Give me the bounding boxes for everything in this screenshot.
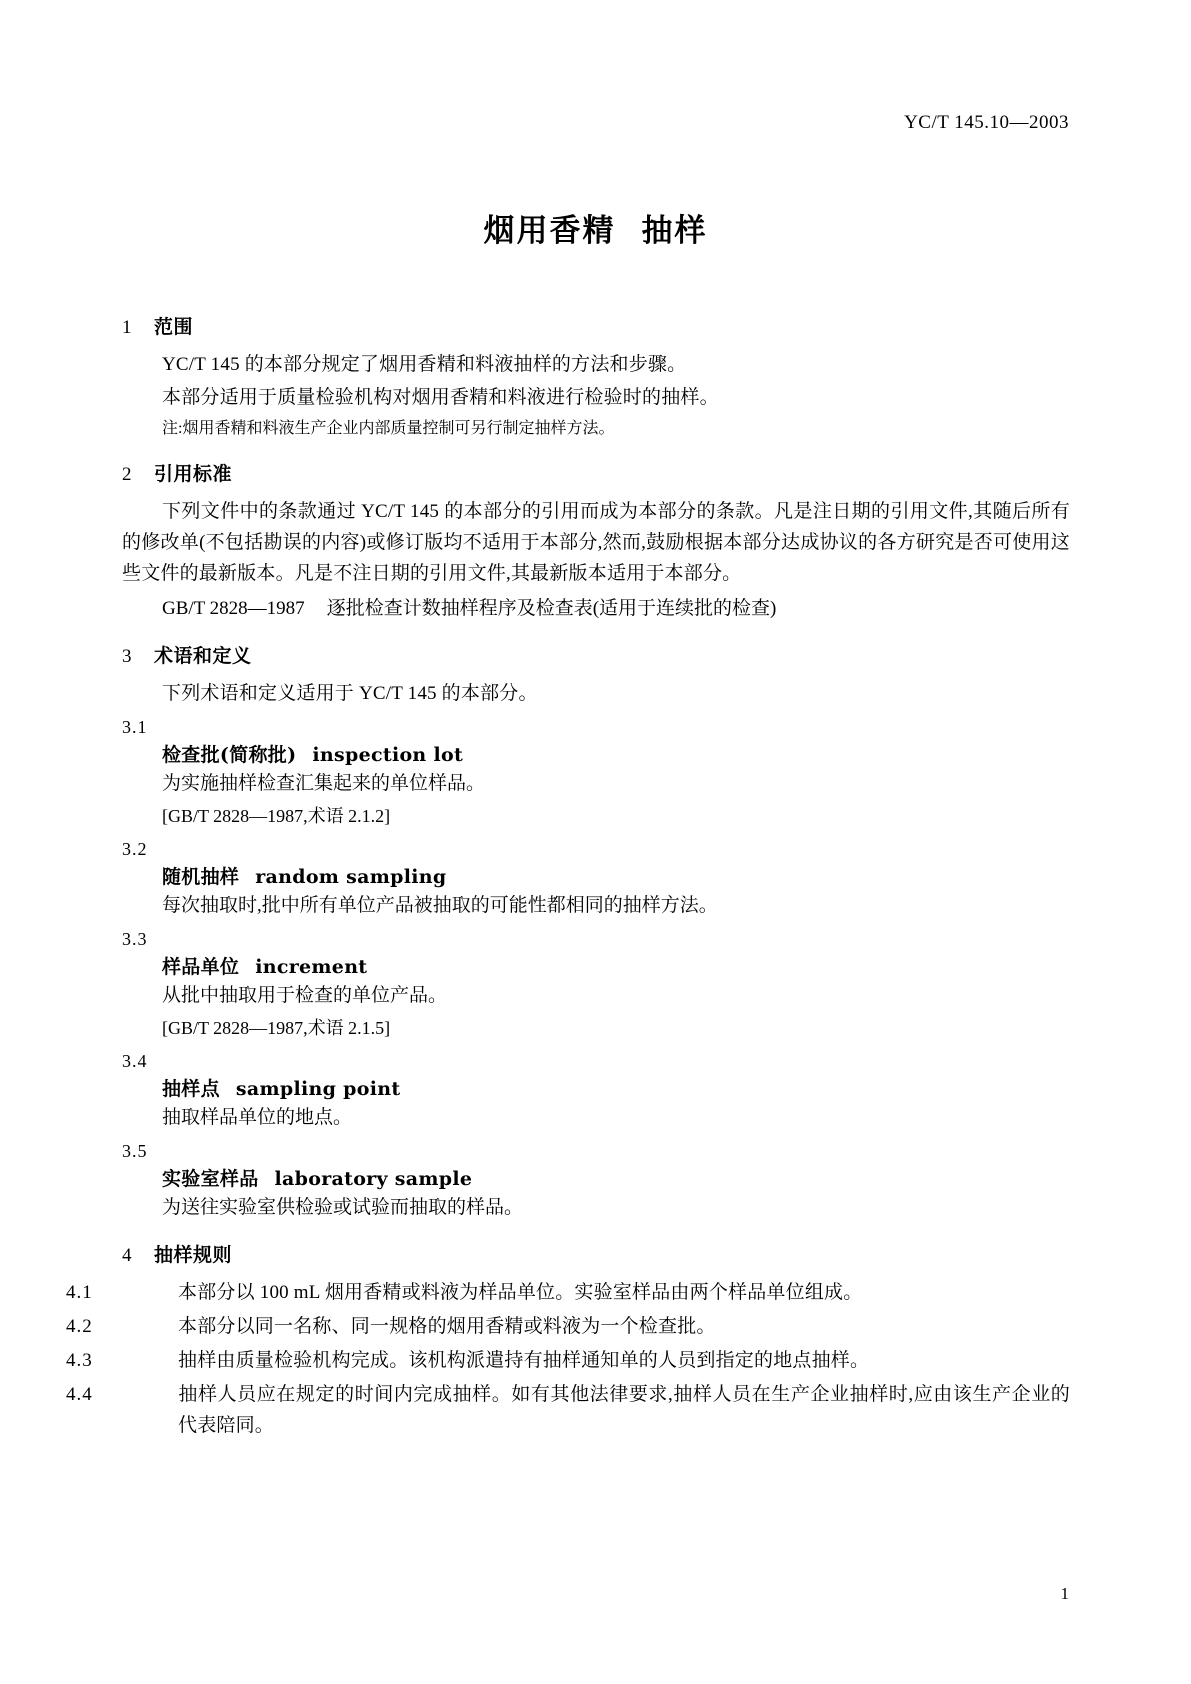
section-number-2: 2	[122, 464, 132, 485]
term-definition-3-1: 为实施抽样检查汇集起来的单位样品。	[162, 773, 486, 794]
rule-4-3	[66, 1345, 1070, 1376]
rule-number-4-1: 4.1	[66, 1282, 93, 1303]
reference-title: 逐批检查计数抽样程序及检查表(适用于连续批的检查)	[326, 598, 777, 619]
section-heading-1	[122, 312, 1070, 339]
term-source-3-3: [GB/T 2828—1987,术语 2.1.5]	[162, 1018, 391, 1038]
term-3-5	[122, 1164, 1070, 1191]
page-title	[0, 205, 1191, 250]
section-number-4: 4	[122, 1245, 132, 1266]
term-source-3-1: [GB/T 2828—1987,术语 2.1.2]	[162, 806, 391, 826]
rule-number-4-3: 4.3	[66, 1350, 93, 1371]
section-3-intro: 下列术语和定义适用于 YC/T 145 的本部分。	[162, 683, 538, 704]
rule-text-4-4: 抽样人员应在规定的时间内完成抽样。如有其他法律要求,抽样人员在生产企业抽样时,应由该生产企业的代表陪同。	[178, 1384, 1070, 1436]
term-definition-3-5: 为送往实验室供检验或试验而抽取的样品。	[162, 1197, 524, 1218]
clause-number-3-4: 3.4	[122, 1051, 148, 1071]
section-1-note: 注:烟用香精和料液生产企业内部质量控制可另行制定抽样方法。	[162, 420, 615, 437]
section-2-paragraph-1: 下列文件中的条款通过 YC/T 145 的本部分的引用而成为本部分的条款。凡是注日期的引用文件,其随后所有的修改单(不包括勘误的内容)或修订版均不适用于本部分,然而,鼓励根据本部分达成协议的各方研究是否可使用这些文件的最新版本。凡是不注日期的引用文件,其最新版本适用于本部分。	[122, 501, 1070, 584]
rule-4-2	[66, 1311, 1070, 1342]
section-2-reference	[122, 593, 1070, 624]
section-heading-3	[122, 641, 1070, 668]
term-3-3	[122, 952, 1070, 979]
term-zh-3-5: 实验室样品	[162, 1168, 259, 1190]
term-zh-3-3: 样品单位	[162, 956, 240, 978]
section-title-2: 引用标准	[154, 463, 233, 485]
rule-number-4-4: 4.4	[66, 1384, 93, 1405]
term-zh-3-2: 随机抽样	[162, 866, 240, 888]
term-definition-3-3: 从批中抽取用于检查的单位产品。	[162, 985, 448, 1006]
term-definition-3-2: 每次抽取时,批中所有单位产品被抽取的可能性都相同的抽样方法。	[162, 895, 718, 916]
term-3-2	[122, 862, 1070, 889]
page-header-standard-code: YC/T 145.10—2003	[904, 112, 1069, 133]
rule-text-4-1: 本部分以 100 mL 烟用香精或料液为样品单位。实验室样品由两个样品单位组成。	[178, 1282, 863, 1303]
reference-code: GB/T 2828—1987	[162, 598, 305, 619]
rule-number-4-2: 4.2	[66, 1316, 93, 1337]
clause-number-3-3: 3.3	[122, 929, 148, 949]
page-title-part1: 烟用香精	[483, 213, 616, 249]
page-title-part2: 抽样	[641, 213, 708, 249]
section-title-3: 术语和定义	[154, 645, 252, 667]
clause-number-3-5: 3.5	[122, 1141, 148, 1161]
section-title-1: 范围	[154, 316, 194, 338]
term-en-3-1: inspection lot	[312, 744, 464, 766]
section-heading-2	[122, 459, 1070, 486]
term-en-3-2: random sampling	[255, 866, 447, 888]
term-en-3-5: laboratory sample	[274, 1168, 473, 1190]
term-en-3-3: increment	[255, 956, 368, 978]
rule-text-4-3: 抽样由质量检验机构完成。该机构派遣持有抽样通知单的人员到指定的地点抽样。	[178, 1350, 870, 1371]
term-3-1	[122, 740, 1070, 767]
section-number-1: 1	[122, 317, 132, 338]
document-body	[66, 295, 1070, 1444]
rule-4-4	[66, 1379, 1070, 1441]
term-3-4	[122, 1074, 1070, 1101]
term-zh-3-4: 抽样点	[162, 1078, 220, 1100]
rule-4-1	[66, 1277, 1070, 1308]
section-1-paragraph-1: YC/T 145 的本部分规定了烟用香精和料液抽样的方法和步骤。	[162, 354, 687, 375]
term-definition-3-4: 抽取样品单位的地点。	[162, 1107, 353, 1128]
clause-number-3-1: 3.1	[122, 717, 148, 737]
section-heading-4	[122, 1240, 1070, 1267]
page-number: 1	[1060, 1584, 1069, 1603]
section-title-4: 抽样规则	[154, 1244, 233, 1266]
rule-text-4-2: 本部分以同一名称、同一规格的烟用香精或料液为一个检查批。	[178, 1316, 716, 1337]
term-en-3-4: sampling point	[235, 1078, 401, 1100]
clause-number-3-2: 3.2	[122, 839, 148, 859]
section-1-paragraph-2: 本部分适用于质量检验机构对烟用香精和料液进行检验时的抽样。	[162, 387, 719, 408]
term-zh-3-1: 检查批(简称批)	[162, 744, 297, 766]
section-number-3: 3	[122, 646, 132, 667]
